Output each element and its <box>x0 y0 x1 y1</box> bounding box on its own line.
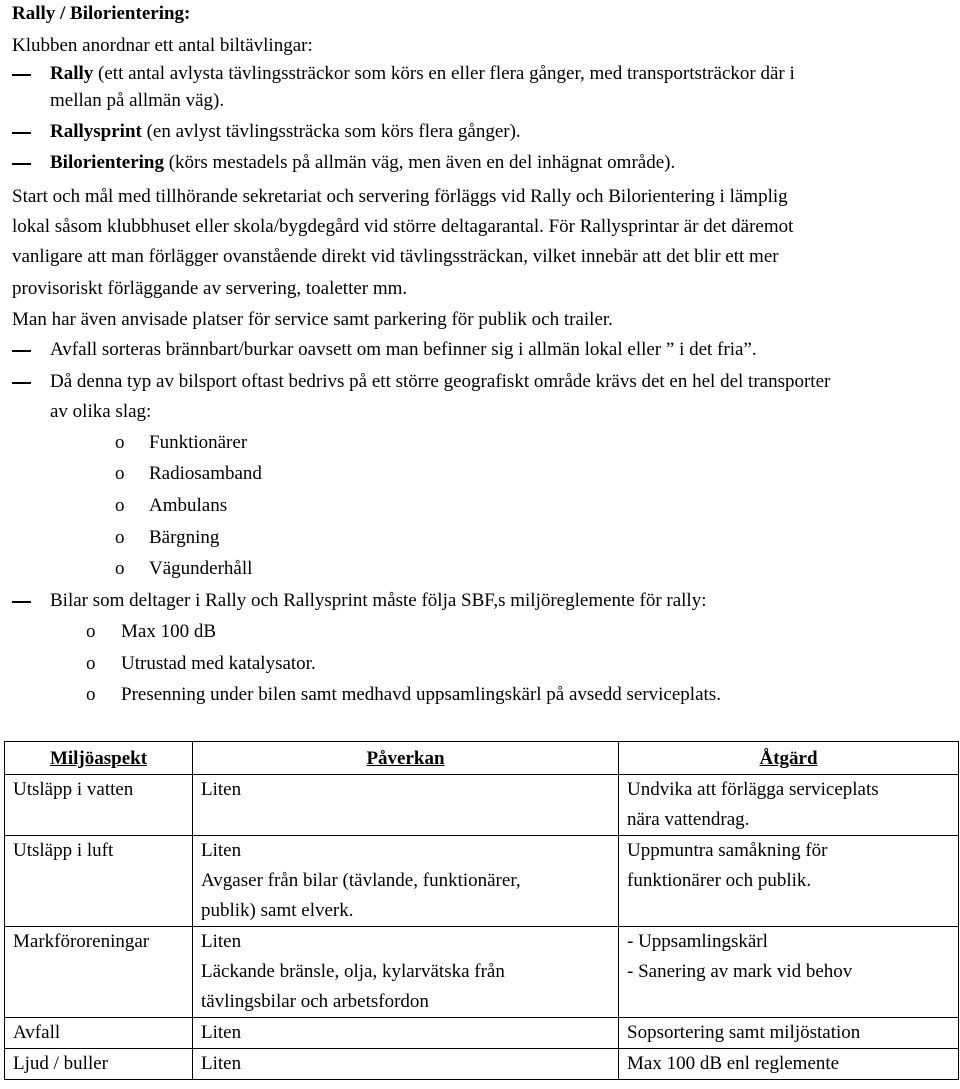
transport-text-cont: av olika slag: <box>50 401 152 422</box>
impact-text: Liten <box>201 840 242 861</box>
cars-item: Utrustad med katalysator. <box>121 653 316 674</box>
impact-text: Liten <box>201 1053 242 1074</box>
impact-text: tävlingsbilar och arbetsfordon <box>201 991 429 1012</box>
action-text: Uppmuntra samåkning för <box>627 840 828 861</box>
event-rally-desc-cont: mellan på allmän väg). <box>50 90 225 111</box>
impact-text: publik) samt elverk. <box>201 900 354 921</box>
event-desc: (körs mestadels på allmän väg, men även en del inhägnat område). <box>163 152 676 173</box>
impact-text: Läckande bränsle, olja, kylarvätska från <box>201 961 505 982</box>
transport-item: Bärgning <box>149 527 220 548</box>
cars-item: Presenning under bilen samt medhavd uppsamlingskärl på avsedd serviceplats. <box>121 684 721 705</box>
table-row <box>5 775 959 836</box>
action-text: funktionärer och publik. <box>627 870 812 891</box>
circle-bullet: o <box>86 621 96 642</box>
dash-bullet <box>12 601 31 603</box>
section-title: Rally / Bilorientering: <box>12 3 191 24</box>
transport-item: Radiosamband <box>149 463 262 484</box>
impact-text: Liten <box>201 779 242 800</box>
impact-cell <box>193 836 619 927</box>
action-cell <box>619 775 959 836</box>
circle-bullet: o <box>115 463 125 484</box>
action-text: nära vattendrag. <box>627 809 750 830</box>
circle-bullet: o <box>115 432 125 453</box>
dash-bullet <box>12 132 31 134</box>
table-row <box>5 1018 959 1049</box>
aspect-cell: Utsläpp i vatten <box>5 775 193 836</box>
transport-item: Funktionärer <box>149 432 248 453</box>
action-text: Undvika att förlägga serviceplats <box>627 779 879 800</box>
action-text: Sopsortering samt miljöstation <box>627 1022 861 1043</box>
action-text: Max 100 dB enl reglemente <box>627 1053 840 1074</box>
impact-cell <box>193 1049 619 1080</box>
cars-text: Bilar som deltager i Rally och Rallysprint måste följa SBF,s miljöreglemente för rally: <box>50 590 707 611</box>
waste-text: Avfall sorteras brännbart/burkar oavsett om man befinner sig i allmän lokal eller ” i det fria”. <box>50 339 757 360</box>
cars-item: Max 100 dB <box>121 621 216 642</box>
aspect-cell: Markföroreningar <box>5 927 193 1018</box>
aspect-cell: Avfall <box>5 1018 193 1049</box>
paragraph-line: lokal såsom klubbhuset eller skola/bygdegård vid större deltagarantal. För Rallysprintar är det däremot <box>12 216 794 237</box>
event-rally <box>50 63 795 85</box>
circle-bullet: o <box>86 684 96 705</box>
event-desc: (ett antal avlysta tävlingssträckor som körs en eller flera gånger, med transportsträckor där i <box>93 63 795 84</box>
circle-bullet: o <box>115 527 125 548</box>
intro-text: Klubben anordnar ett antal biltävlingar: <box>12 35 313 56</box>
table-row <box>5 1049 959 1080</box>
header-impact: Påverkan <box>193 742 619 775</box>
paragraph-line: Start och mål med tillhörande sekretariat och servering förläggs vid Rally och Bilorientering i lämplig <box>12 186 788 207</box>
dash-bullet <box>12 74 31 76</box>
impact-text: Avgaser från bilar (tävlande, funktionärer, <box>201 870 521 891</box>
action-cell <box>619 927 959 1018</box>
paragraph-line: vanligare att man förlägger ovanstående direkt vid tävlingssträckan, vilket innebär att det blir ett mer <box>12 246 779 267</box>
event-desc: (en avlyst tävlingssträcka som körs flera gånger). <box>141 121 521 142</box>
action-cell <box>619 1018 959 1049</box>
action-cell <box>619 1049 959 1080</box>
action-cell <box>619 836 959 927</box>
dash-bullet <box>12 350 31 352</box>
table-row <box>5 927 959 1018</box>
impact-cell <box>193 775 619 836</box>
aspect-cell: Utsläpp i luft <box>5 836 193 927</box>
transport-item: Ambulans <box>149 495 228 516</box>
table-row <box>5 836 959 927</box>
circle-bullet: o <box>86 653 96 674</box>
impact-text: Liten <box>201 931 242 952</box>
event-name: Rally <box>50 63 94 84</box>
action-text: - Sanering av mark vid behov <box>627 961 853 982</box>
environment-table <box>4 741 959 1080</box>
dash-bullet <box>12 382 31 384</box>
impact-cell <box>193 1018 619 1049</box>
circle-bullet: o <box>115 495 125 516</box>
event-name: Rallysprint <box>50 121 142 142</box>
impact-text: Liten <box>201 1022 242 1043</box>
event-name: Bilorientering <box>50 152 164 173</box>
transport-text: Då denna typ av bilsport oftast bedrivs på ett större geografiskt område krävs det en hel del transporter <box>50 371 831 392</box>
paragraph-line: provisoriskt förläggande av servering, toaletter mm. <box>12 278 408 299</box>
header-action: Åtgärd <box>619 742 959 775</box>
event-bilorientering <box>50 152 675 174</box>
circle-bullet: o <box>115 558 125 579</box>
action-text: - Uppsamlingskärl <box>627 931 768 952</box>
service-text: Man har även anvisade platser för service samt parkering för publik och trailer. <box>12 309 613 330</box>
dash-bullet <box>12 163 31 165</box>
transport-item: Vägunderhåll <box>149 558 253 579</box>
header-aspect: Miljöaspekt <box>5 742 193 775</box>
table-header-row <box>5 742 959 775</box>
impact-cell <box>193 927 619 1018</box>
event-rallysprint <box>50 121 521 143</box>
aspect-cell: Ljud / buller <box>5 1049 193 1080</box>
